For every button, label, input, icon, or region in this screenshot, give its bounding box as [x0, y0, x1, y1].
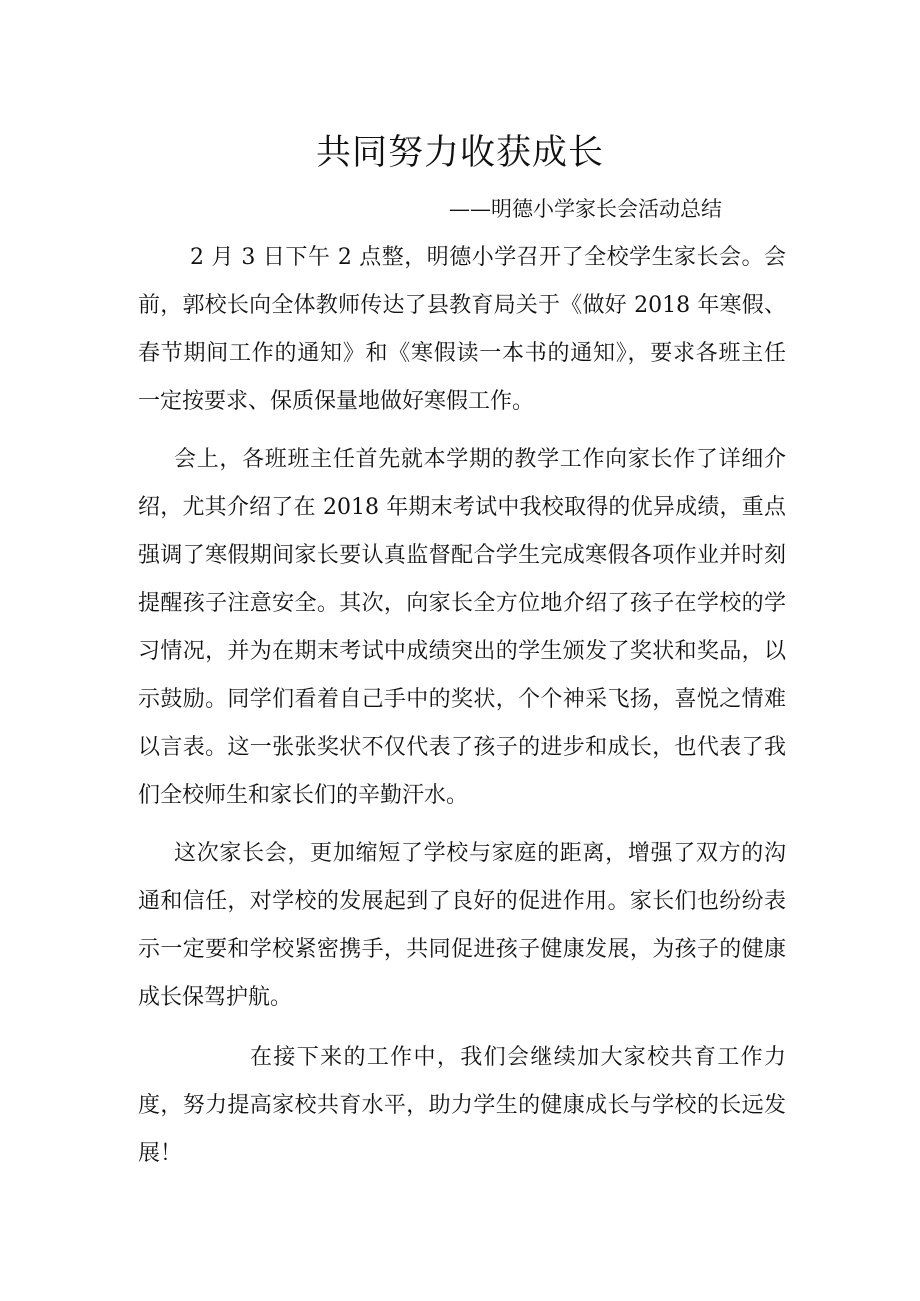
- paragraph-4: 在接下来的工作中，我们会继续加大家校共育工作力度，努力提高家校共育水平，助力学生的健康成长与学校的长远发展！: [138, 1045, 786, 1166]
- paragraph-2: 会上，各班班主任首先就本学期的教学工作向家长作了详细介绍，尤其介绍了在 2018 年期末考试中我校取得的优异成绩，重点强调了寒假期间家长要认真监督配合学生完成寒假各项作业并时刻提醒孩子注意安全。其次，向家长全方位地介绍了孩子在学校的学习情况，并为在期末考试中成绩突出的学生颁发了奖状和奖品，以示鼓励。同学们看着自己手中的奖状，个个神采飞扬，喜悦之情难以言表。这一张张奖状不仅代表了孩子的进步和成长，也代表了我们全校师生和家长们的辛勤汗水。: [138, 447, 786, 808]
- paragraph-3: 这次家长会，更加缩短了学校与家庭的距离，增强了双方的沟通和信任，对学校的发展起到了良好的促进作用。家长们也纷纷表示一定要和学校紧密携手，共同促进孩子健康发展，为孩子的健康成长保驾护航。: [138, 841, 786, 1010]
- page-title: 共同努力收获成长: [315, 133, 604, 173]
- page-subtitle: ——明德小学家长会活动总结: [449, 197, 722, 221]
- paragraph-1: 2 月 3 日下午 2 点整，明德小学召开了全校学生家长会。会前，郭校长向全体教师传达了县教育局关于《做好 2018 年寒假、春节期间工作的通知》和《寒假读一本书的通知》，要求各班主任一定按要求、保质保量地做好寒假工作。: [138, 245, 786, 414]
- document-body: [138, 234, 786, 1178]
